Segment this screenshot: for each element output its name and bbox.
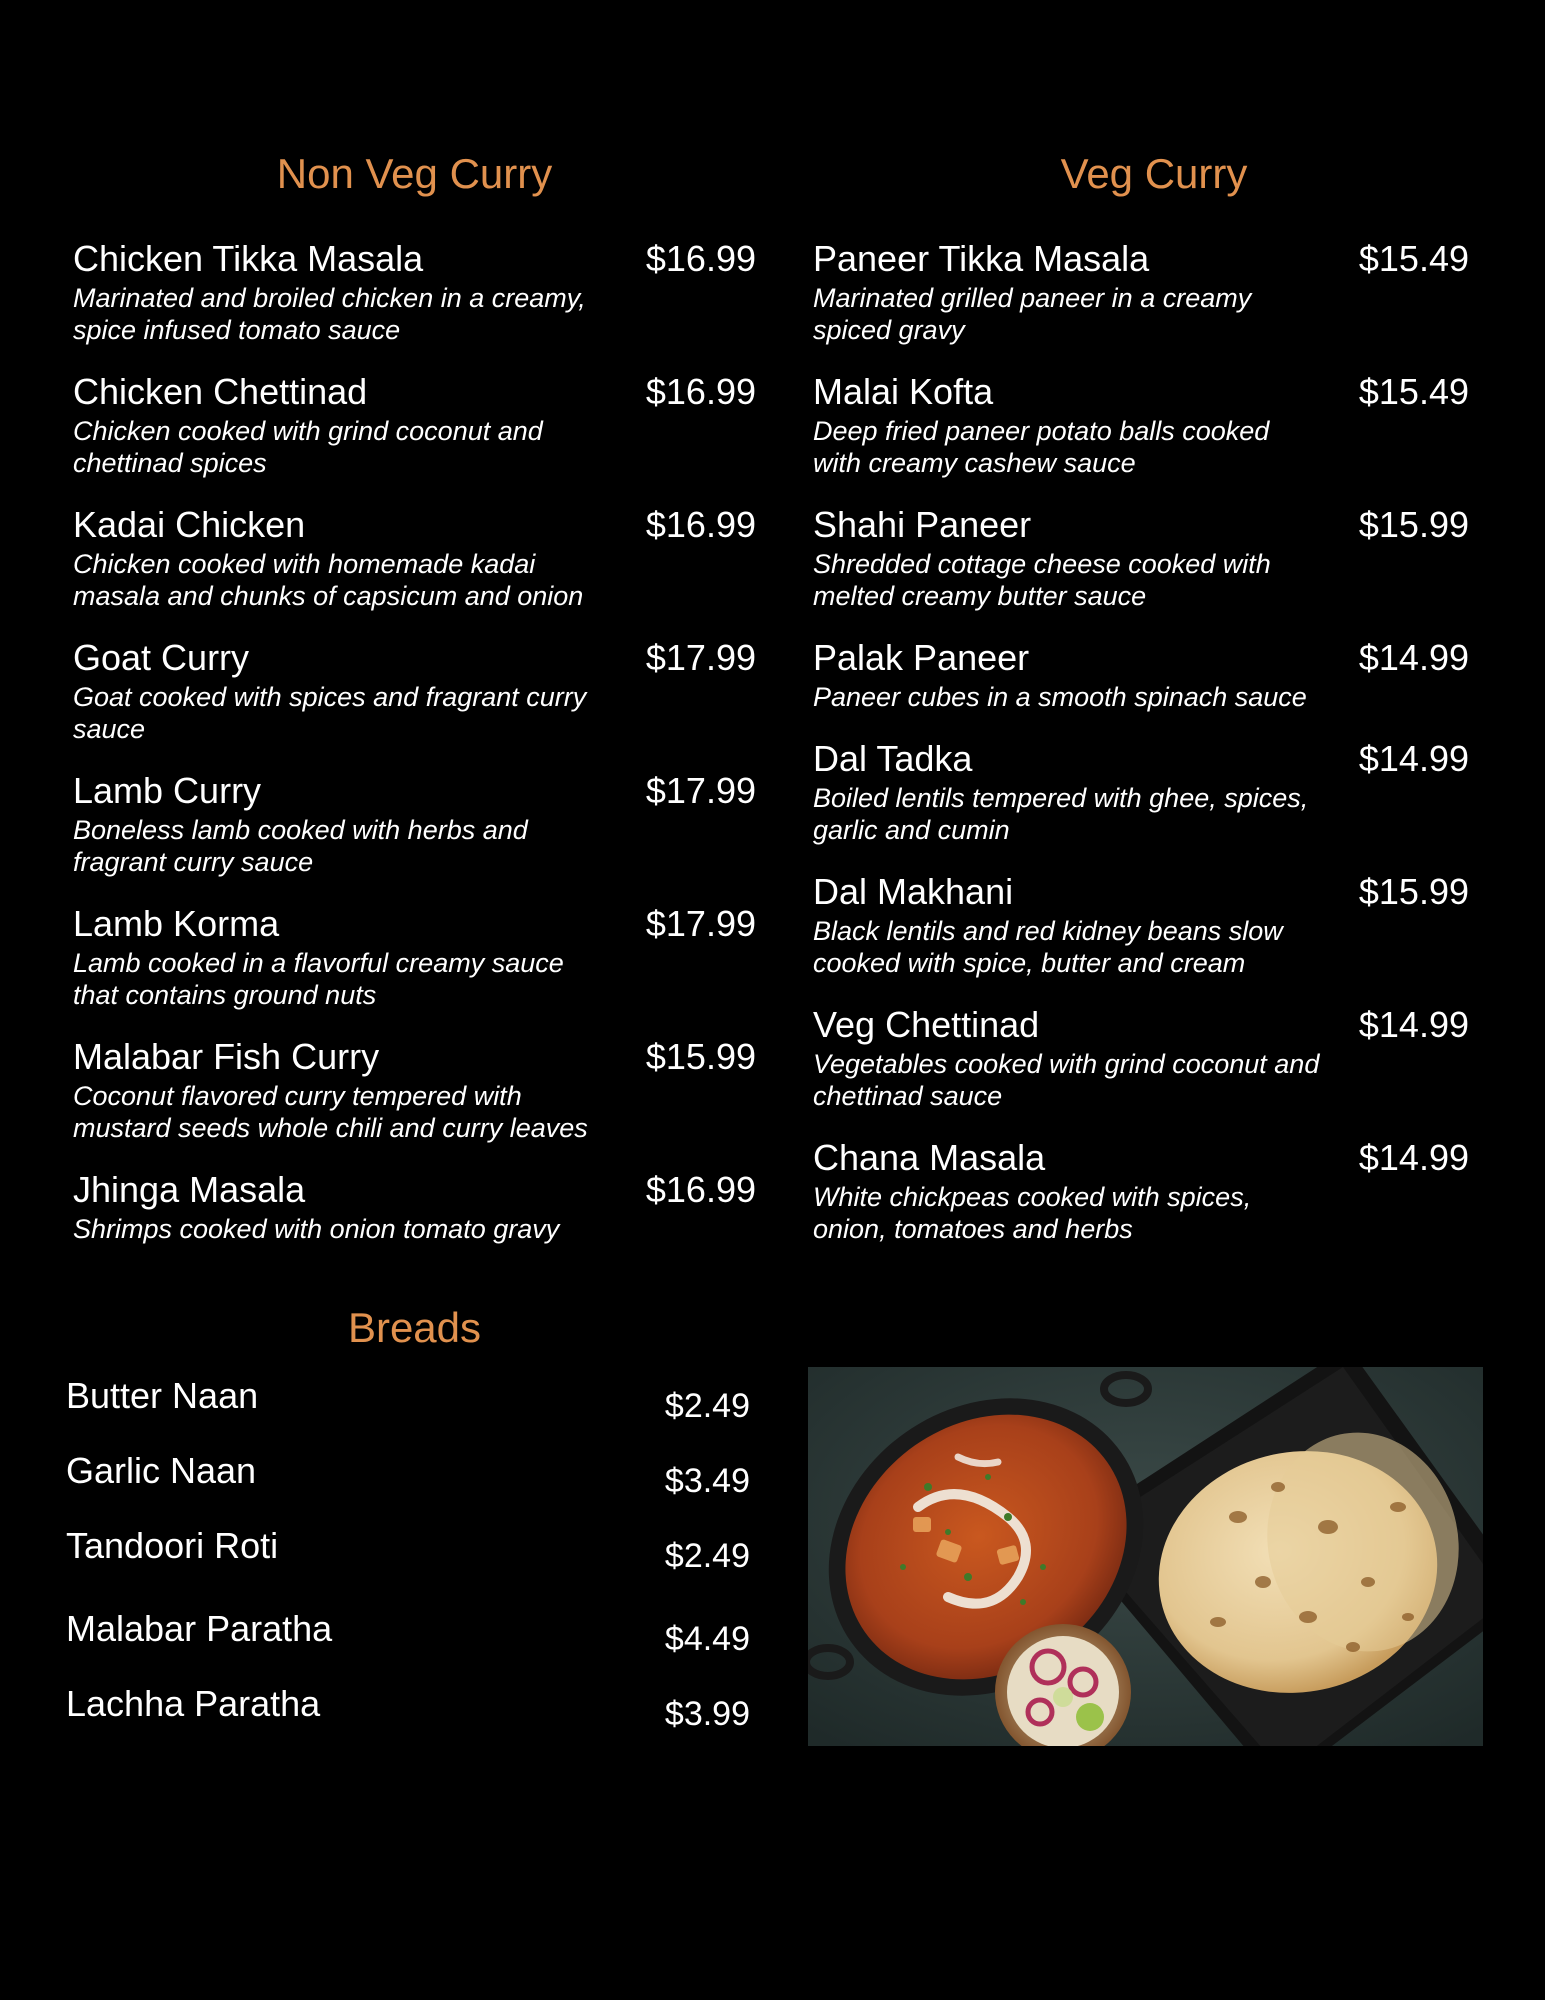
item-name: Kadai Chicken <box>73 504 306 545</box>
item-name: Chana Masala <box>813 1137 1046 1178</box>
item-description: Shrimps cooked with onion tomato gravy <box>73 1214 560 1244</box>
item-price: $14.99 <box>1358 1137 1469 1178</box>
bread-price: $3.99 <box>664 1695 750 1733</box>
item-name: Paneer Tikka Masala <box>813 238 1150 279</box>
item-description: White chickpeas cooked with spices, onion, tomatoes and herbs <box>813 1182 1252 1244</box>
item-price: $15.49 <box>1358 238 1469 279</box>
item-name: Chicken Chettinad <box>73 371 368 412</box>
bread-name: Tandoori Roti <box>66 1525 279 1566</box>
item-description: Boiled lentils tempered with ghee, spices, garlic and cumin <box>813 783 1309 845</box>
item-description: Black lentils and red kidney beans slow cooked with spice, butter and cream <box>813 916 1283 978</box>
item-name: Palak Paneer <box>813 637 1030 678</box>
item-price: $15.99 <box>1358 504 1469 545</box>
item-price: $15.99 <box>1358 871 1469 912</box>
item-name: Lamb Korma <box>73 903 280 944</box>
item-price: $17.99 <box>645 903 756 944</box>
bread-price: $4.49 <box>664 1620 750 1658</box>
item-name: Chicken Tikka Masala <box>73 238 424 279</box>
breads-list <box>66 1375 750 1735</box>
item-name: Shahi Paneer <box>813 504 1032 545</box>
bread-price: $2.49 <box>664 1387 750 1425</box>
item-price: $14.99 <box>1358 1004 1469 1045</box>
item-price: $17.99 <box>645 770 756 811</box>
item-name: Jhinga Masala <box>73 1169 306 1210</box>
item-price: $14.99 <box>1358 738 1469 779</box>
non-veg-curry-title: Non Veg Curry <box>276 150 553 197</box>
item-description: Vegetables cooked with grind coconut and chettinad sauce <box>813 1049 1320 1111</box>
non-veg-curry-list <box>73 238 756 1248</box>
item-name: Dal Tadka <box>813 738 973 779</box>
item-description: Marinated grilled paneer in a creamy spiced gravy <box>813 283 1252 345</box>
breads-title: Breads <box>347 1304 482 1351</box>
item-description: Marinated and broiled chicken in a creamy, spice infused tomato sauce <box>73 283 586 345</box>
item-description: Chicken cooked with homemade kadai masala and chunks of capsicum and onion <box>73 549 584 611</box>
item-price: $16.99 <box>645 238 756 279</box>
item-description: Deep fried paneer potato balls cooked with creamy cashew sauce <box>813 416 1270 478</box>
item-description: Boneless lamb cooked with herbs and fragrant curry sauce <box>73 815 528 877</box>
item-description: Coconut flavored curry tempered with mustard seeds whole chili and curry leaves <box>73 1081 588 1143</box>
item-description: Goat cooked with spices and fragrant curry sauce <box>73 682 587 744</box>
item-name: Lamb Curry <box>73 770 262 811</box>
bread-price: $3.49 <box>664 1462 750 1500</box>
item-price: $17.99 <box>645 637 756 678</box>
item-price: $15.49 <box>1358 371 1469 412</box>
item-description: Shredded cottage cheese cooked with melted creamy butter sauce <box>813 549 1271 611</box>
item-price: $15.99 <box>645 1036 756 1077</box>
veg-curry-title: Veg Curry <box>1060 150 1248 197</box>
item-name: Dal Makhani <box>813 871 1014 912</box>
bread-name: Garlic Naan <box>66 1450 257 1491</box>
item-description: Chicken cooked with grind coconut and chettinad spices <box>73 416 543 478</box>
item-name: Malabar Fish Curry <box>73 1036 380 1077</box>
bread-name: Butter Naan <box>66 1375 259 1416</box>
item-name: Goat Curry <box>73 637 250 678</box>
item-name: Veg Chettinad <box>813 1004 1040 1045</box>
item-description: Paneer cubes in a smooth spinach sauce <box>813 682 1307 712</box>
bread-price: $2.49 <box>664 1537 750 1575</box>
bread-name: Lachha Paratha <box>66 1683 321 1724</box>
item-name: Malai Kofta <box>813 371 994 412</box>
item-price: $14.99 <box>1358 637 1469 678</box>
curry-and-naan-photo <box>808 1367 1483 1746</box>
bread-name: Malabar Paratha <box>66 1608 333 1649</box>
item-description: Lamb cooked in a flavorful creamy sauce that contains ground nuts <box>73 948 564 1010</box>
item-price: $16.99 <box>645 1169 756 1210</box>
item-price: $16.99 <box>645 371 756 412</box>
item-price: $16.99 <box>645 504 756 545</box>
veg-curry-list <box>813 238 1469 1248</box>
